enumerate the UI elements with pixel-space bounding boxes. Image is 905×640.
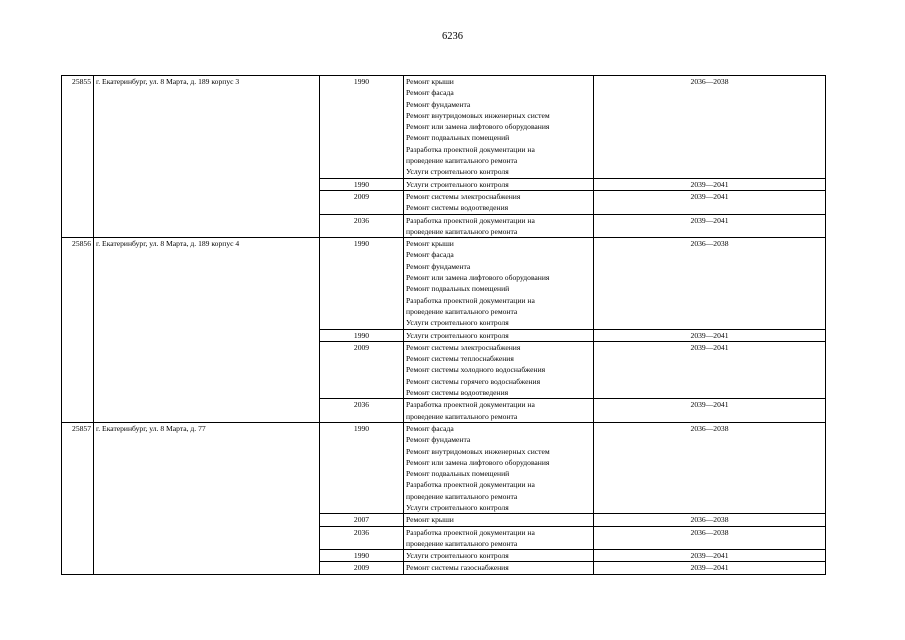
work-item: Разработка проектной документации на <box>406 480 535 490</box>
period-cell: 2039—2041 <box>594 562 826 574</box>
works-cell <box>404 399 594 423</box>
work-item: Ремонт фундамента <box>406 261 471 271</box>
record-address: г. Екатеринбург, ул. 8 Марта, д. 77 <box>94 422 320 574</box>
work-item: Ремонт крыши <box>406 515 454 525</box>
table-row <box>62 76 826 179</box>
work-item: Ремонт системы холодного водоснабжения <box>406 365 546 375</box>
works-cell <box>404 341 594 398</box>
works-cell <box>404 550 594 562</box>
work-item: Ремонт системы электроснабжения <box>406 191 521 201</box>
work-item: Ремонт фундамента <box>406 435 471 445</box>
work-item: проведение капитального ремонта <box>406 411 518 421</box>
work-item: Ремонт или замена лифтового оборудования <box>406 122 550 132</box>
work-item: проведение капитального ремонта <box>406 156 518 166</box>
year-cell: 2036 <box>320 399 404 423</box>
work-item: Ремонт системы водоотведения <box>406 388 509 398</box>
work-item: Ремонт или замена лифтового оборудования <box>406 457 550 467</box>
works-cell <box>404 76 594 179</box>
year-cell: 2009 <box>320 341 404 398</box>
works-cell <box>404 190 594 214</box>
period-cell: 2036—2038 <box>594 238 826 329</box>
work-item: Разработка проектной документации на <box>406 295 535 305</box>
table-row <box>62 238 826 329</box>
page-number: 6236 <box>442 31 463 42</box>
period-cell: 2036—2038 <box>594 76 826 179</box>
period-cell: 2039—2041 <box>594 550 826 562</box>
works-cell <box>404 238 594 329</box>
period-cell: 2039—2041 <box>594 214 826 238</box>
work-item: Услуги строительного контроля <box>406 318 509 328</box>
record-number: 25856 <box>62 238 94 423</box>
work-item: Ремонт внутридомовых инженерных систем <box>406 446 550 456</box>
work-item: Ремонт подвальных помещений <box>406 284 510 294</box>
year-cell: 1990 <box>320 550 404 562</box>
year-cell: 1990 <box>320 76 404 179</box>
period-cell: 2039—2041 <box>594 190 826 214</box>
work-item: Услуги строительного контроля <box>406 167 509 177</box>
record-number: 25855 <box>62 76 94 238</box>
year-cell: 1990 <box>320 329 404 341</box>
year-cell: 2007 <box>320 514 404 526</box>
works-cell <box>404 514 594 526</box>
year-cell: 2009 <box>320 562 404 574</box>
year-cell: 2036 <box>320 214 404 238</box>
record-number: 25857 <box>62 422 94 574</box>
year-cell: 2036 <box>320 526 404 550</box>
work-item: Разработка проектной документации на <box>406 144 535 154</box>
work-item: Ремонт или замена лифтового оборудования <box>406 273 550 283</box>
period-cell: 2039—2041 <box>594 341 826 398</box>
works-cell <box>404 214 594 238</box>
work-item: Ремонт системы водоотведения <box>406 203 509 213</box>
work-item: проведение капитального ремонта <box>406 538 518 548</box>
work-item: Разработка проектной документации на <box>406 215 535 225</box>
work-item: Ремонт крыши <box>406 77 454 86</box>
repair-schedule-table <box>61 75 826 575</box>
period-cell: 2036—2038 <box>594 422 826 513</box>
work-item: проведение капитального ремонта <box>406 226 518 236</box>
year-cell: 1990 <box>320 178 404 190</box>
works-cell <box>404 526 594 550</box>
record-address: г. Екатеринбург, ул. 8 Марта, д. 189 корпус 4 <box>94 238 320 423</box>
period-cell: 2039—2041 <box>594 329 826 341</box>
period-cell: 2036—2038 <box>594 526 826 550</box>
work-item: Услуги строительного контроля <box>406 502 509 512</box>
works-cell <box>404 422 594 513</box>
work-item: Услуги строительного контроля <box>406 551 509 561</box>
work-item: Ремонт фасада <box>406 250 454 260</box>
period-cell: 2039—2041 <box>594 178 826 190</box>
work-item: Ремонт системы газоснабжения <box>406 563 509 573</box>
works-cell <box>404 329 594 341</box>
work-item: Разработка проектной документации на <box>406 400 535 410</box>
work-item: Услуги строительного контроля <box>406 179 509 189</box>
work-item: проведение капитального ремонта <box>406 491 518 501</box>
work-item: Разработка проектной документации на <box>406 527 535 537</box>
year-cell: 2009 <box>320 190 404 214</box>
work-item: Ремонт фасада <box>406 423 454 433</box>
table-body <box>62 76 826 575</box>
work-item: Услуги строительного контроля <box>406 330 509 340</box>
work-item: Ремонт системы горячего водоснабжения <box>406 376 541 386</box>
works-cell <box>404 178 594 190</box>
work-item: Ремонт системы теплоснабжения <box>406 354 514 364</box>
period-cell: 2039—2041 <box>594 399 826 423</box>
work-item: Ремонт крыши <box>406 239 454 249</box>
year-cell: 1990 <box>320 238 404 329</box>
period-cell: 2036—2038 <box>594 514 826 526</box>
works-cell <box>404 562 594 574</box>
work-item: Ремонт внутридомовых инженерных систем <box>406 110 550 120</box>
year-cell: 1990 <box>320 422 404 513</box>
record-address: г. Екатеринбург, ул. 8 Марта, д. 189 корпус 3 <box>94 76 320 238</box>
work-item: Ремонт подвальных помещений <box>406 469 510 479</box>
work-item: Ремонт системы электроснабжения <box>406 342 521 352</box>
work-item: Ремонт фасада <box>406 88 454 98</box>
work-item: Ремонт фундамента <box>406 99 471 109</box>
work-item: проведение капитального ремонта <box>406 306 518 316</box>
table-row <box>62 422 826 513</box>
work-item: Ремонт подвальных помещений <box>406 133 510 143</box>
